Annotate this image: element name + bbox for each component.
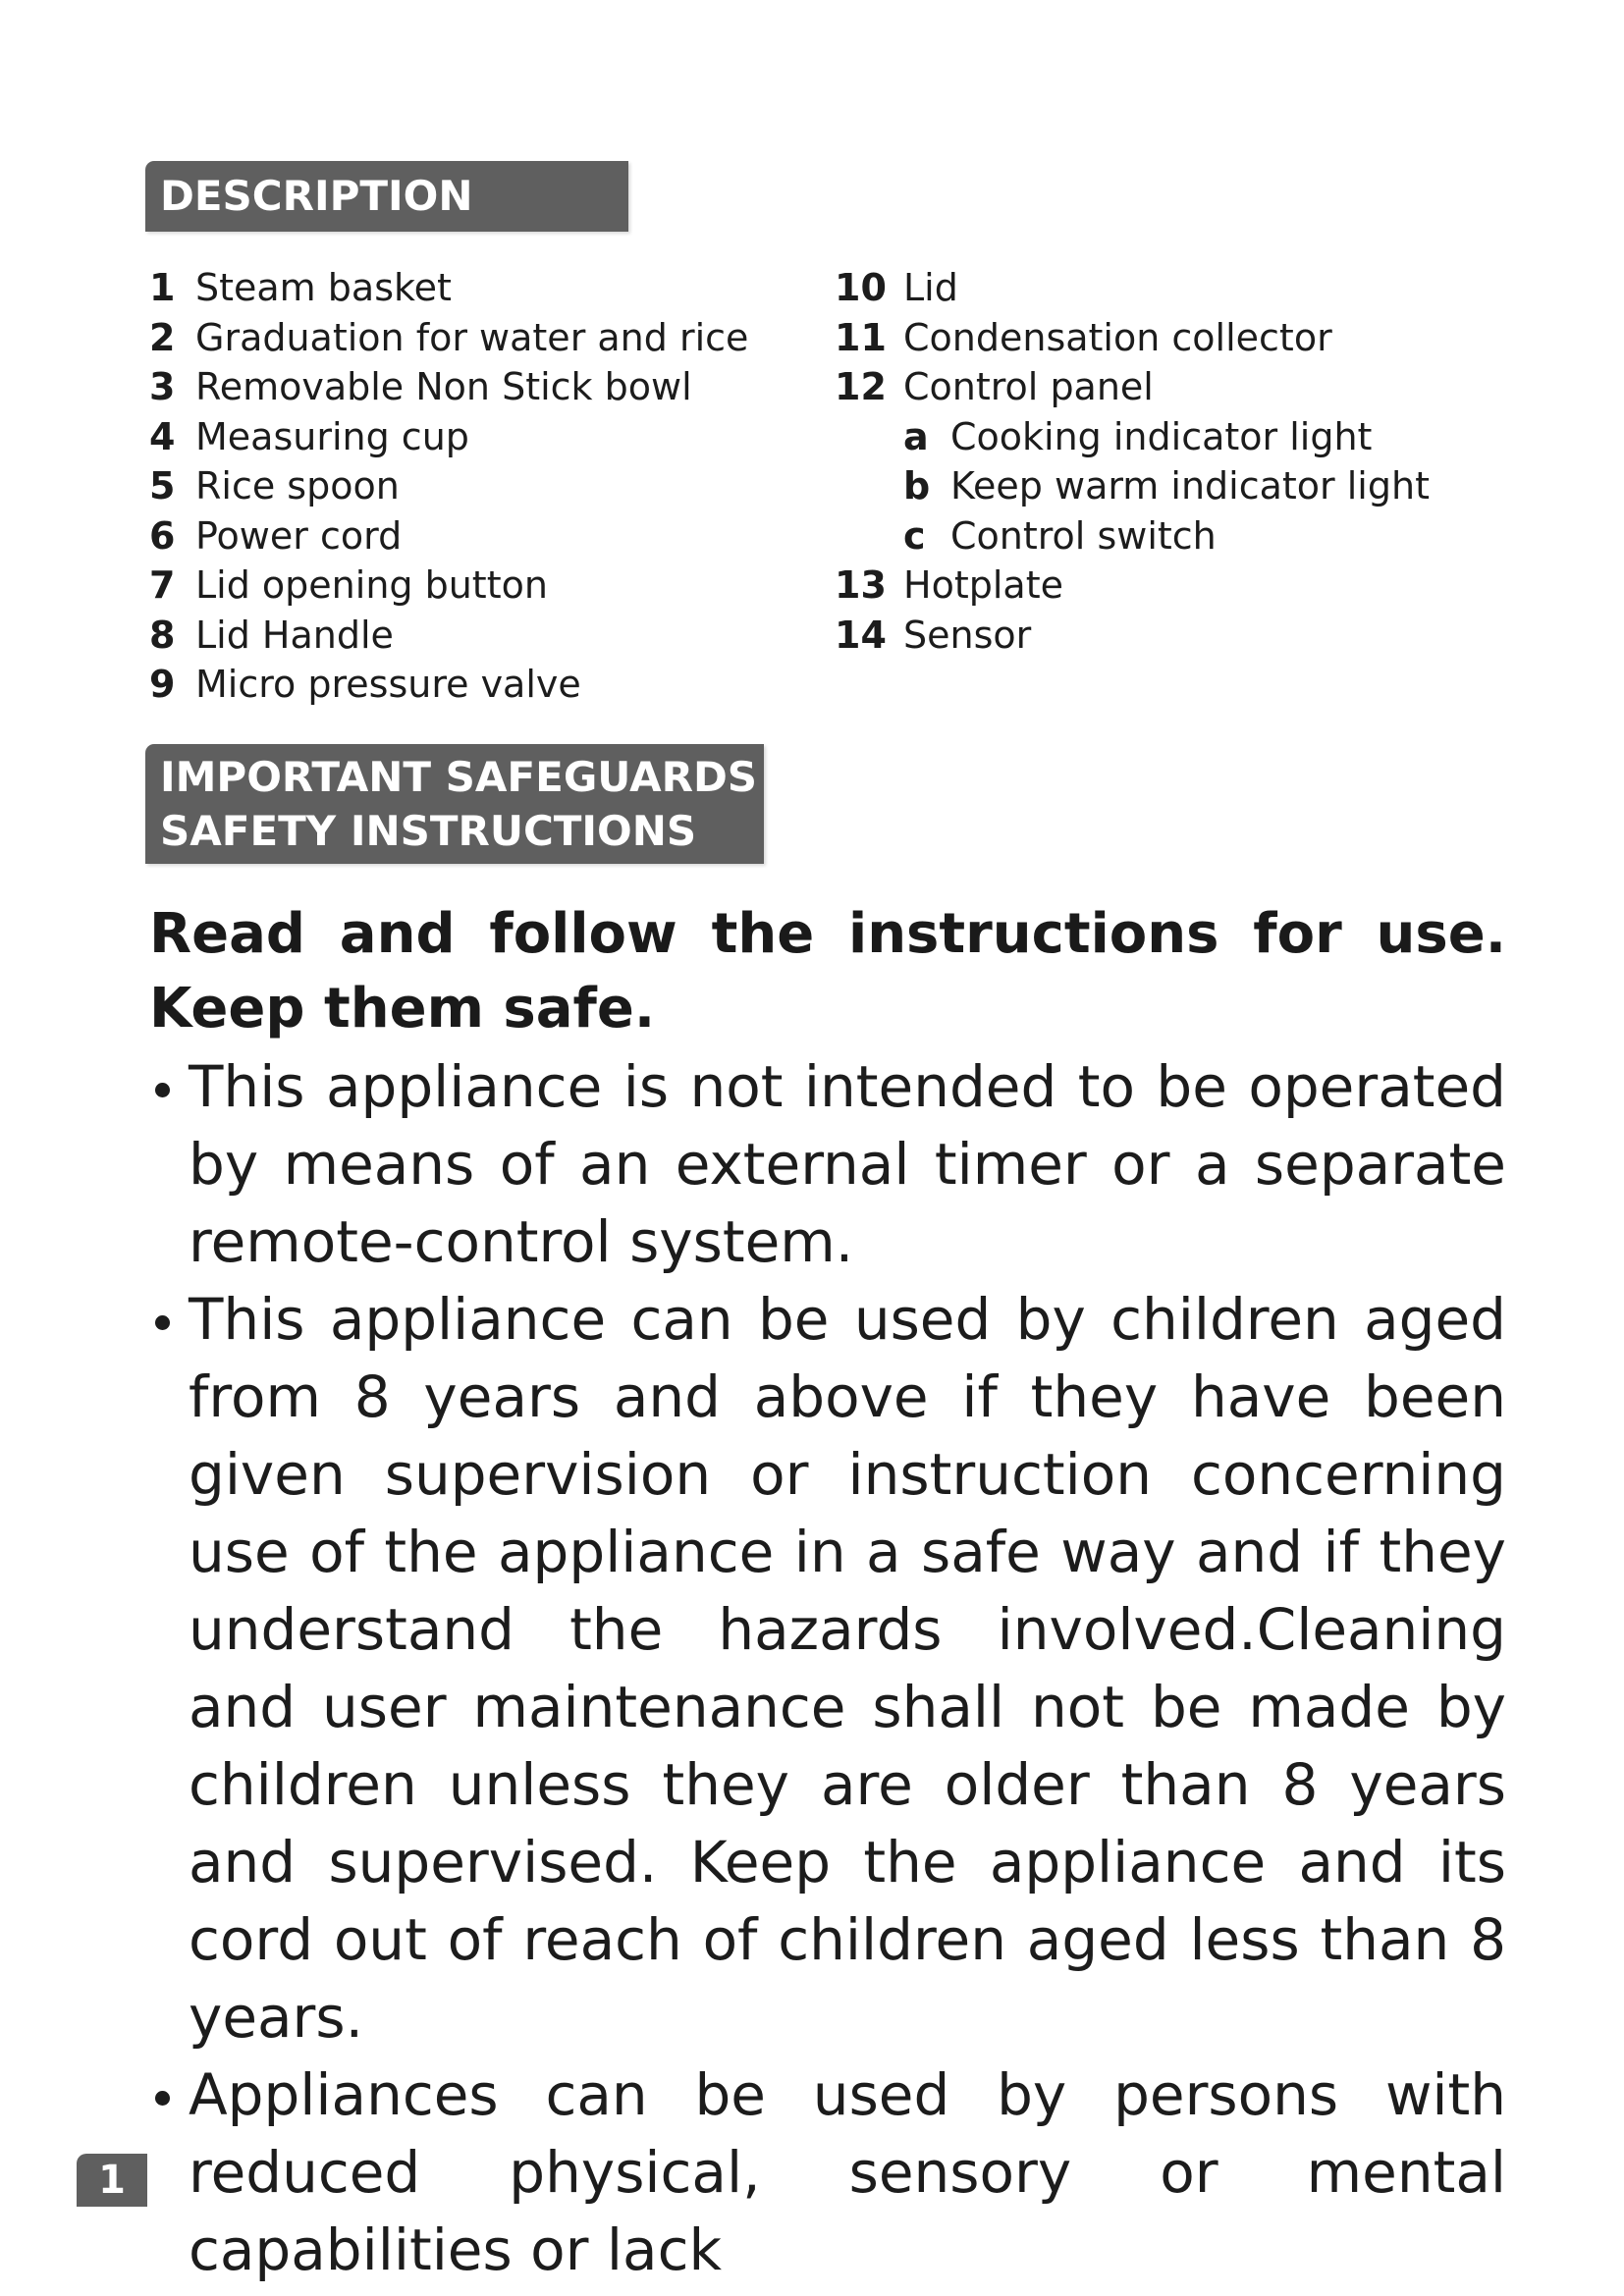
- list-item: [835, 362, 1522, 412]
- bullet-dot-icon: [155, 1083, 170, 1097]
- item-label: Steam basket: [195, 266, 452, 309]
- safety-intro: Read and follow the instructions for use. Keep them safe.: [149, 902, 1506, 1041]
- description-list-right: [835, 263, 1522, 660]
- item-label: Hotplate: [903, 563, 1063, 607]
- safety-heading: [145, 744, 764, 864]
- item-letter: c: [903, 513, 926, 558]
- list-item: [835, 611, 1522, 661]
- item-number: 2: [149, 315, 176, 359]
- item-label: Condensation collector: [903, 315, 1332, 359]
- bullet-item: [149, 2056, 1506, 2289]
- item-label: Power cord: [195, 513, 403, 558]
- item-label: Lid opening button: [195, 563, 548, 607]
- item-label: Graduation for water and rice: [195, 315, 749, 359]
- item-number: 13: [835, 563, 887, 607]
- item-label: Measuring cup: [195, 414, 469, 458]
- list-item: [835, 313, 1522, 363]
- item-number: 5: [149, 464, 176, 507]
- item-letter: b: [903, 464, 931, 507]
- safety-heading-line1: IMPORTANT SAFEGUARDS: [160, 753, 758, 801]
- description-heading-text: DESCRIPTION: [160, 172, 473, 220]
- bullet-dot-icon: [155, 1315, 170, 1330]
- bullet-text: This appliance can be used by children aged from 8 years and above if they have been given supervision or instruction concerning use of the appliance in a safe way and if they understand the hazards involved.Cleaning and user maintenance shall not be made by children unless they are older than 8 years and supervised. Keep the appliance and its cord out of reach of children aged less than 8 years.: [189, 1286, 1506, 2051]
- list-item: [149, 511, 778, 561]
- bullet-text: Appliances can be used by persons with reduced physical, sensory or mental capabilities or lack: [189, 2061, 1506, 2283]
- item-label: Micro pressure valve: [195, 663, 581, 706]
- item-label: Lid Handle: [195, 613, 394, 657]
- sub-list-item: [835, 511, 1522, 561]
- item-label: Sensor: [903, 613, 1032, 657]
- page-number: 1: [98, 2158, 126, 2203]
- bullet-text: This appliance is not intended to be operated by means of an external timer or a separate remote-control system.: [189, 1053, 1506, 1275]
- safety-heading-line2: SAFETY INSTRUCTIONS: [160, 807, 697, 855]
- item-number: 12: [835, 365, 887, 408]
- page-number-badge: [77, 2154, 147, 2207]
- safety-bullet-list: [149, 1048, 1506, 2289]
- description-list-left: [149, 263, 778, 710]
- list-item: [149, 362, 778, 412]
- item-number: 10: [835, 266, 887, 309]
- item-label: Keep warm indicator light: [950, 464, 1430, 507]
- item-number: 7: [149, 563, 176, 607]
- bullet-dot-icon: [155, 2091, 170, 2106]
- item-label: Rice spoon: [195, 464, 400, 507]
- item-number: 4: [149, 414, 176, 458]
- list-item: [835, 561, 1522, 611]
- item-number: 14: [835, 613, 887, 657]
- item-letter: a: [903, 414, 929, 458]
- item-number: 11: [835, 315, 887, 359]
- list-item: [149, 461, 778, 511]
- sub-list-item: [835, 461, 1522, 511]
- bullet-item: [149, 1048, 1506, 1281]
- list-item: [149, 611, 778, 661]
- item-label: Cooking indicator light: [950, 414, 1373, 458]
- item-number: 6: [149, 513, 176, 558]
- bullet-item: [149, 1281, 1506, 2056]
- item-label: Lid: [903, 266, 958, 309]
- item-number: 1: [149, 266, 176, 309]
- list-item: [149, 412, 778, 462]
- item-label: Removable Non Stick bowl: [195, 365, 692, 408]
- list-item: [835, 263, 1522, 313]
- list-item: [149, 313, 778, 363]
- list-item: [149, 263, 778, 313]
- list-item: [149, 660, 778, 710]
- list-item: [149, 561, 778, 611]
- item-label: Control switch: [950, 513, 1217, 558]
- item-number: 3: [149, 365, 176, 408]
- description-heading: [145, 161, 628, 232]
- sub-list-item: [835, 412, 1522, 462]
- item-number: 9: [149, 663, 176, 706]
- item-number: 8: [149, 613, 176, 657]
- item-label: Control panel: [903, 365, 1154, 408]
